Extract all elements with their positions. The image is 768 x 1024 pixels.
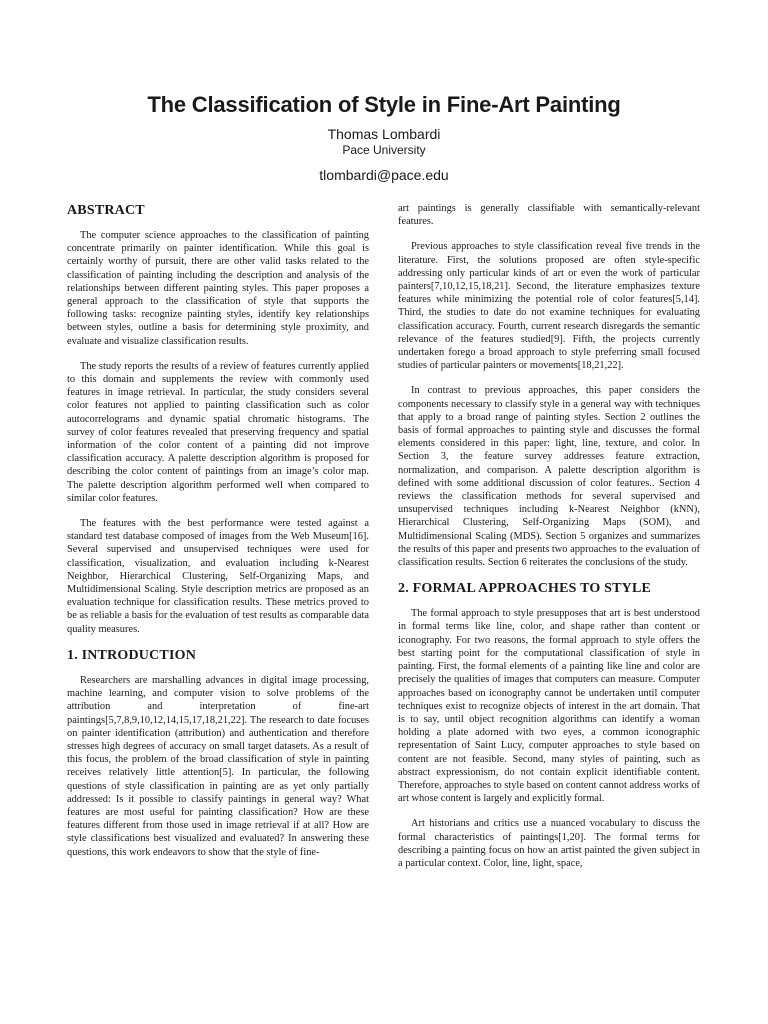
formal-paragraph: Art historians and critics use a nuanced vocabulary to discuss the formal characteristics of paintings[1,20]. The formal terms for describing a painting focus on how an artist painted the given subject in a particular context. Color, line, light, space, bbox=[398, 818, 700, 869]
introduction-paragraph: Researchers are marshalling advances in digital image processing, machine learning, and computer vision to solve problems of the attribution and interpretation of fine-art paintings[5,7,8,9,10,12,14,15,17,18,21,22]. The research to date focuses on painter identification (attribution) and authentication and therefore stresses high degrees of accuracy on small target datasets. As a result of this focus, the problem of the broad classification of style in painting receives relatively little attention[5]. In particular, the following questions of style classification in painting are as yet only partially addressed: Is it possible to classify paintings in general way? What features are most useful for painting classification? How are these features different from those used in image retrieval if at all? How are style classifications best visualized and evaluated? In answering these questions, this work endeavors to show that the style of fine- bbox=[67, 674, 369, 858]
author-name: Thomas Lombardi bbox=[327, 126, 441, 143]
abstract-heading: ABSTRACT bbox=[67, 203, 145, 218]
right-column bbox=[398, 202, 700, 882]
paper-title: The Classification of Style in Fine-Art Painting bbox=[147, 92, 621, 117]
author-email: tlombardi@pace.edu bbox=[319, 167, 449, 184]
abstract-paragraph: The computer science approaches to the classification of painting concentrate primarily on painter identification. While this goal is certainly worthy of pursuit, there are other valid tasks related to the classification of painting including the description and analysis of the relationships between different painting styles. This paper proposes a general approach to the classification of style that supports the following tasks: recognize painting styles, identify key relationships between styles, outline a basis for determining style proximity, and evaluate and visualize classification results. bbox=[67, 230, 369, 347]
introduction-heading: 1. INTRODUCTION bbox=[67, 647, 197, 663]
introduction-paragraph: In contrast to previous approaches, this paper considers the components necessary to classify style in a general way with techniques that apply to a broad range of painting styles. Section 2 outlines the basis of formal approaches to painting style and discusses the formal elements considered in this paper: light, line, texture, and color. In Section 3, the feature survey addresses feature extraction, normalization, and comparison. A palette description algorithm is defined with some additional discussion of color features.. Section 4 reviews the classification methods for several supervised and unsupervised techniques including k-Nearest Neighbor (kNN), Hierarchical Clustering, Self-Organizing Maps (SOM), and Multidimensional Scaling (MDS). Section 5 organizes and summarizes the results of this paper and presents two approaches to the evaluation of classification results. Section 6 reiterates the conclusions of the study. bbox=[398, 385, 700, 569]
author-affiliation: Pace University bbox=[342, 143, 426, 158]
paper-header bbox=[0, 92, 768, 183]
left-column bbox=[67, 203, 369, 871]
abstract-paragraph: The features with the best performance were tested against a standard test database composed of images from the Web Museum[16]. Several supervised and unsupervised techniques were used for classification, visualization, and evaluation including k-Nearest Neighbor, Hierarchical Clustering, Self-Organizing Maps, and Multidimensional Scaling. Style description metrics are proposed as an evaluation technique for classification results. These metrics proved to be as reliable a basis for the evaluation of test results as comparable data quality measures. bbox=[67, 518, 369, 635]
introduction-paragraph: Previous approaches to style classification reveal five trends in the literature. First, the solutions proposed are often style-specific addressing only particular kinds of art or even the work of particular painters[7,10,12,15,18,21]. Second, the literature emphasizes texture features while minimizing the potential role of color features[5,14]. Third, the studies to date do not examine techniques for evaluating classification accuracy. Fourth, current research disregards the semantic relevance of the features studied[9]. Fifth, the projects currently undertaken forego a broad approach to style preferring small focused studies of particular painters or movements[18,21,22]. bbox=[398, 241, 700, 372]
formal-approaches-heading: 2. FORMAL APPROACHES TO STYLE bbox=[398, 581, 652, 597]
abstract-paragraph: The study reports the results of a review of features currently applied to this domain and supplements the review with commonly used features in image retrieval. In particular, the study considers several color features not applied to painting classification such as color autocorrelograms and dynamic spatial chromatic histograms. The survey of color features revealed that preserving frequency and spatial information of the color content of a painting did not improve classification accuracy. A palette description algorithm is proposed for describing the color content of paintings from an image’s color map. The palette description algorithm performed well when compared to similar color features. bbox=[67, 360, 369, 504]
introduction-paragraph-continued: art paintings is generally classifiable with semantically-relevant features. bbox=[398, 203, 700, 228]
formal-approaches-section bbox=[398, 581, 700, 870]
introduction-section bbox=[67, 648, 369, 859]
formal-paragraph: The formal approach to style presupposes that art is best understood in formal terms like line, color, and shape rather than content or iconography. For two reasons, the formal approach to style offers the best starting point for the computational classification of style in painting. First, the formal elements of a painting like line and color are precisely the qualities of images that computers can measure. Computer approaches based on iconography cannot be undertaken until computer techniques exist to recognize objects of interest in the art domain. That is to say, until object recognition algorithms can identify a woman holding a plate adorned with two eyes, a common iconographic representation of Saint Lucy, computer approaches to style based on content are not feasible. Second, many styles of painting, such as abstract expressionism, do not contain explicit identifiable content. Therefore, approaches to style based on content cannot address works of art whose content is largely and explicitly formal. bbox=[398, 608, 700, 805]
